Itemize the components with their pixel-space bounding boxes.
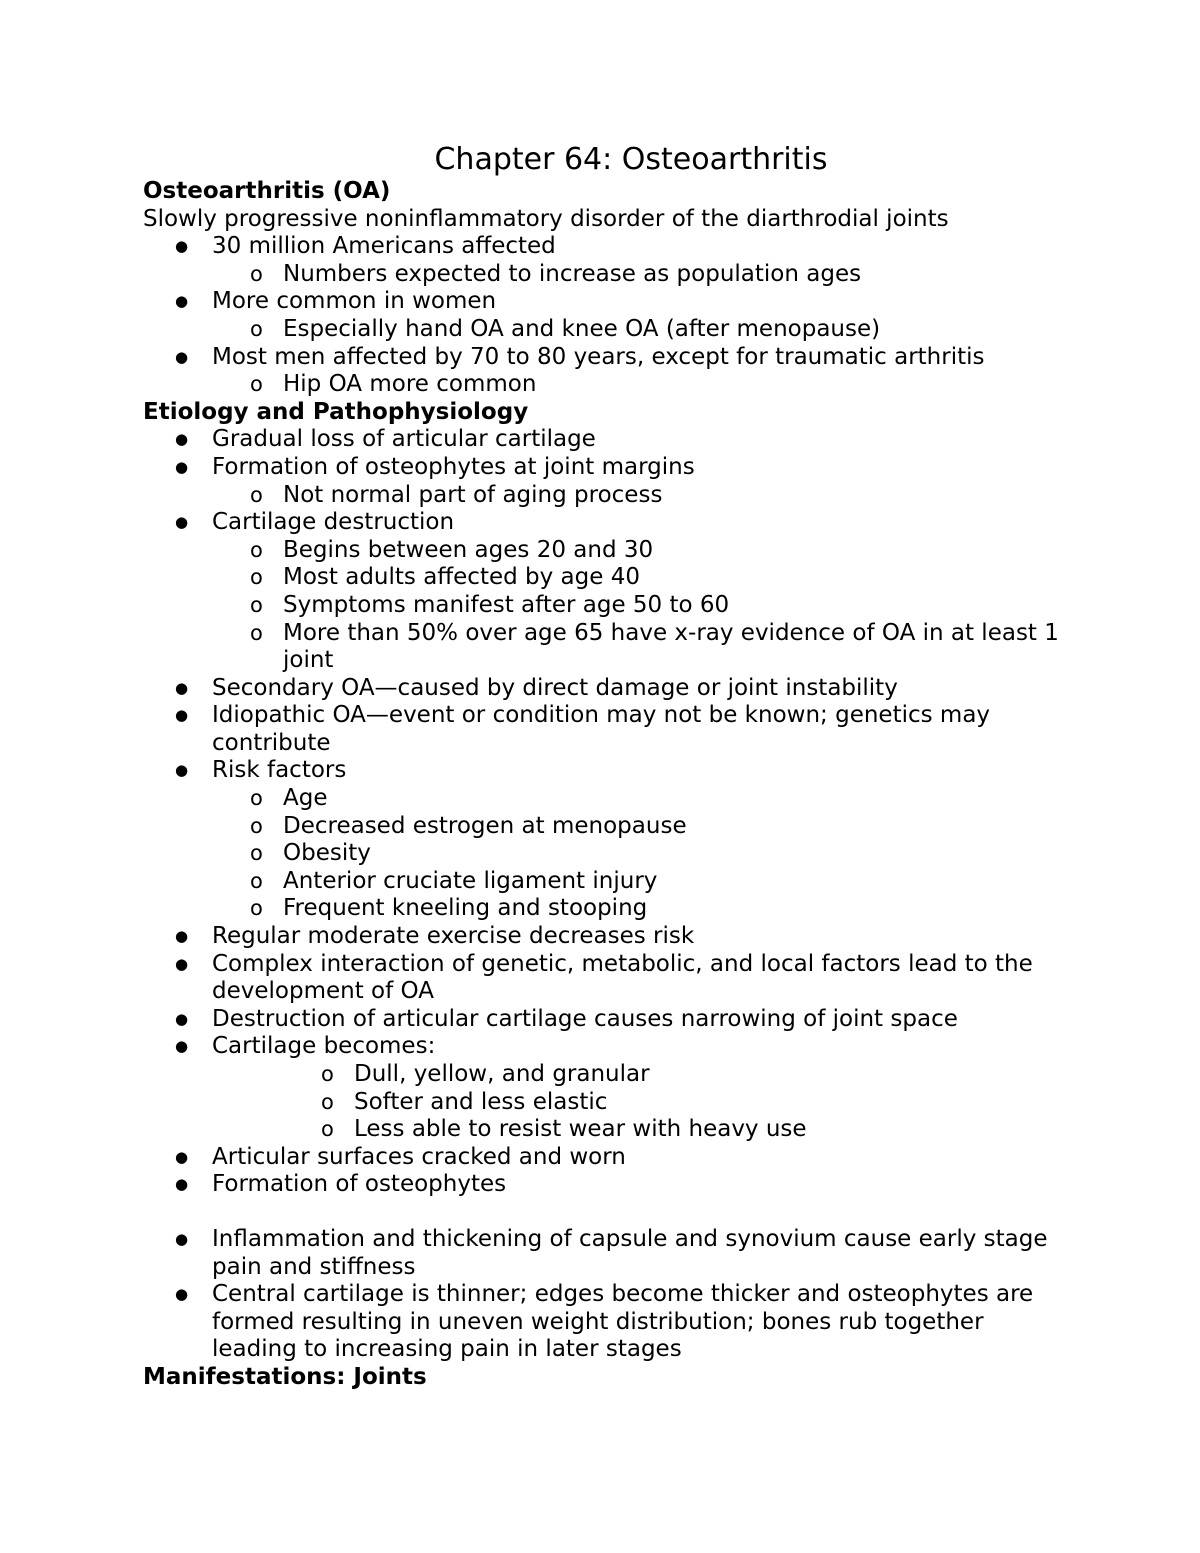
bullet-item: ● Central cartilage is thinner; edges become thicker and osteophytes are formed resulting in uneven weight distribution; bones rub together leading to increasing pain in later stages — [143, 1281, 1063, 1364]
sub-bullet-item: o Less able to resist wear with heavy use — [143, 1116, 1063, 1144]
sub-bullet-item: o Especially hand OA and knee OA (after menopause) — [143, 316, 1063, 344]
bullet-item: ● Cartilage becomes: — [143, 1033, 1063, 1061]
bullet-item: ● Formation of osteophytes at joint margins — [143, 454, 1063, 482]
section-heading: Etiology and Pathophysiology — [143, 398, 529, 425]
page-title: Chapter 64: Osteoarthritis — [434, 142, 828, 177]
sub-bullet-item: o Obesity — [143, 840, 1063, 868]
sub-bullet-item: o Symptoms manifest after age 50 to 60 — [143, 592, 1063, 620]
sub-bullet-item: o More than 50% over age 65 have x-ray evidence of OA in at least 1 joint — [143, 620, 1063, 675]
bullet-item: ● Idiopathic OA—event or condition may not be known; genetics may contribute — [143, 702, 1063, 757]
bullet-item: ● Regular moderate exercise decreases risk — [143, 923, 1063, 951]
bullet-item: ● More common in women — [143, 288, 1063, 316]
section-manifestations — [143, 1364, 1063, 1392]
section-intro: Slowly progressive noninflammatory disorder of the diarthrodial joints — [143, 205, 949, 232]
sub-bullet-item: o Frequent kneeling and stooping — [143, 895, 1063, 923]
sub-bullet-item: o Begins between ages 20 and 30 — [143, 537, 1063, 565]
document-page — [143, 142, 1063, 1392]
sub-bullet-item: o Decreased estrogen at menopause — [143, 813, 1063, 841]
section-heading: Osteoarthritis (OA) — [143, 178, 391, 204]
bullet-item: ● Gradual loss of articular cartilage — [143, 426, 1063, 454]
bullet-item: ● Risk factors — [143, 757, 1063, 785]
bullet-item: ● Destruction of articular cartilage causes narrowing of joint space — [143, 1006, 1063, 1034]
bullet-list — [143, 426, 1063, 1364]
sub-bullet-item: o Hip OA more common — [143, 371, 1063, 399]
bullet-item: ● Secondary OA—caused by direct damage or joint instability — [143, 675, 1063, 703]
section-etiology — [143, 399, 1063, 1364]
bullet-item: ● Complex interaction of genetic, metabolic, and local factors lead to the development of OA — [143, 951, 1063, 1006]
section-heading: Manifestations: Joints — [143, 1363, 427, 1390]
bullet-item: ● Cartilage destruction — [143, 509, 1063, 537]
sub-bullet-item: o Anterior cruciate ligament injury — [143, 868, 1063, 896]
bullet-item: ● 30 million Americans affected — [143, 233, 1063, 261]
bullet-item: ● Formation of osteophytes — [143, 1171, 1063, 1199]
sub-bullet-item: o Age — [143, 785, 1063, 813]
bullet-item: ● Articular surfaces cracked and worn — [143, 1144, 1063, 1172]
bullet-item: ● Most men affected by 70 to 80 years, except for traumatic arthritis — [143, 344, 1063, 372]
sub-bullet-item: o Most adults affected by age 40 — [143, 564, 1063, 592]
list-spacer — [143, 1199, 1063, 1226]
section-osteoarthritis — [143, 178, 1063, 399]
bullet-list — [143, 233, 1063, 399]
sub-bullet-item: o Softer and less elastic — [143, 1089, 1063, 1117]
sub-bullet-item: o Numbers expected to increase as population ages — [143, 261, 1063, 289]
bullet-item: ● Inflammation and thickening of capsule and synovium cause early stage pain and stiffness — [143, 1226, 1063, 1281]
sub-bullet-item: o Not normal part of aging process — [143, 482, 1063, 510]
sub-bullet-item: o Dull, yellow, and granular — [143, 1061, 1063, 1089]
